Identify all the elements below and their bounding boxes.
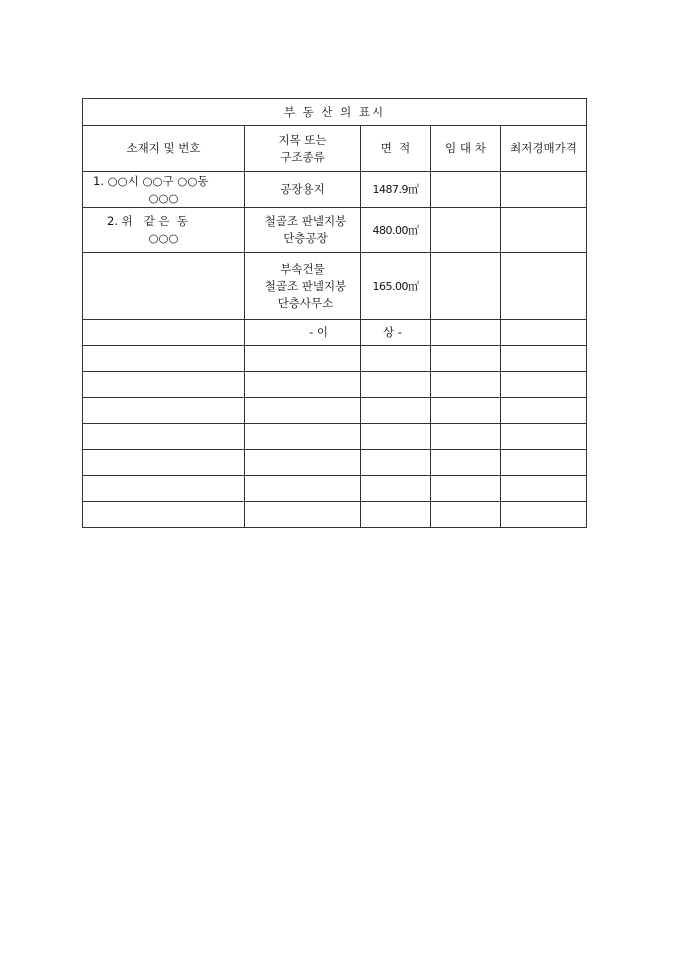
header-row xyxy=(83,126,587,172)
empty-row xyxy=(83,398,587,424)
structure-line-1: 공장용지 xyxy=(280,182,325,196)
empty-row xyxy=(83,502,587,528)
structure-line-2: 단층공장 xyxy=(283,231,328,245)
table-row xyxy=(83,208,587,253)
header-lease: 임 대 차 xyxy=(431,126,501,172)
location-cell xyxy=(83,172,245,208)
location-line-1: 1. ○○시 ○○구 ○○동 xyxy=(93,173,209,188)
end-marker-right: 상 - xyxy=(361,320,431,346)
table-title: 부 동 산 의 표시 xyxy=(83,99,587,126)
area-cell: 165.00㎡ xyxy=(361,253,431,320)
structure-line-1: 부속건물 xyxy=(280,261,325,276)
empty-row xyxy=(83,476,587,502)
empty-row xyxy=(83,450,587,476)
table-row xyxy=(83,172,587,208)
header-structure xyxy=(245,126,361,172)
structure-line-3: 단층사무소 xyxy=(277,295,334,310)
header-area: 면 적 xyxy=(361,126,431,172)
area-cell: 480.00㎡ xyxy=(361,208,431,253)
location-cell xyxy=(83,253,245,320)
empty-row xyxy=(83,372,587,398)
area-cell: 1487.9㎡ xyxy=(361,172,431,208)
header-structure-line-1: 지목 또는 xyxy=(278,132,327,147)
table-row xyxy=(83,253,587,320)
end-marker-row xyxy=(83,320,587,346)
property-table xyxy=(82,98,587,528)
lease-cell xyxy=(431,172,501,208)
header-location: 소재지 및 번호 xyxy=(83,126,245,172)
end-marker-left: - 이 xyxy=(245,320,361,346)
header-structure-line-2: 구조종류 xyxy=(280,149,325,164)
structure-line-1: 철골조 판넬지붕 xyxy=(264,214,347,228)
location-cell xyxy=(83,208,245,253)
empty-row xyxy=(83,424,587,450)
header-min-price: 최저경매가격 xyxy=(501,126,587,172)
structure-line-2: 철골조 판넬지붕 xyxy=(264,278,347,293)
structure-cell xyxy=(245,253,361,320)
location-line-1: 2. 위 같 은 동 xyxy=(107,214,188,228)
empty-row xyxy=(83,346,587,372)
lease-cell xyxy=(431,208,501,253)
structure-cell xyxy=(245,172,361,208)
min-price-cell xyxy=(501,208,587,253)
structure-cell xyxy=(245,208,361,253)
min-price-cell xyxy=(501,172,587,208)
lease-cell xyxy=(431,253,501,320)
location-line-2: ○○○ xyxy=(148,231,179,245)
min-price-cell xyxy=(501,253,587,320)
location-line-2: ○○○ xyxy=(148,190,179,205)
